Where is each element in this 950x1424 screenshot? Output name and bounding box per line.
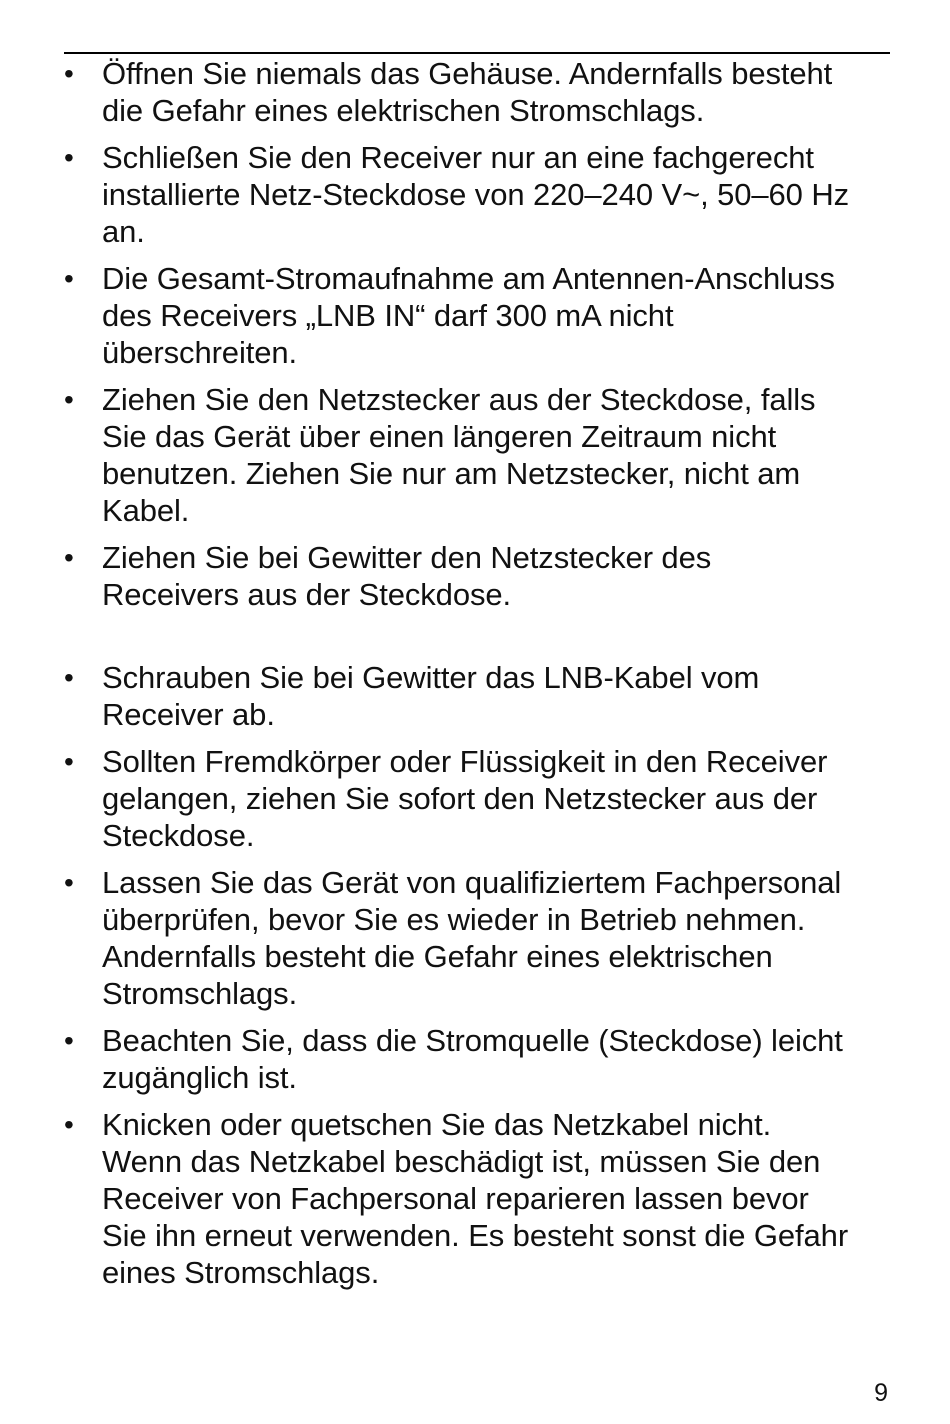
list-item-line: Receiver ab.	[102, 697, 275, 732]
list-item-line: an.	[102, 214, 145, 249]
bullet-icon: •	[64, 58, 74, 89]
list-item	[62, 539, 892, 613]
bullet-icon: •	[64, 1025, 74, 1056]
list-item-line: Kabel.	[102, 493, 190, 528]
list-item-line: die Gefahr eines elektrischen Stromschlags.	[102, 93, 705, 128]
bullet-icon: •	[64, 542, 74, 573]
list-item-line: Lassen Sie das Gerät von qualifiziertem Fachpersonal	[102, 865, 842, 900]
list-item-line: Wenn das Netzkabel beschädigt ist, müssen Sie den	[102, 1144, 821, 1179]
list-item	[62, 260, 892, 371]
list-item-line: benutzen. Ziehen Sie nur am Netzstecker, nicht am	[102, 456, 801, 491]
list-item	[62, 864, 892, 1012]
list-item	[62, 55, 892, 129]
page-number: 9	[874, 1379, 888, 1407]
list-item	[62, 743, 892, 854]
list-item-line: überprüfen, bevor Sie es wieder in Betrieb nehmen.	[102, 902, 806, 937]
list-item-line: Ziehen Sie bei Gewitter den Netzstecker des	[102, 540, 712, 575]
bullet-icon: •	[64, 384, 74, 415]
list-item-line: Stromschlags.	[102, 976, 298, 1011]
list-item-line: Receivers aus der Steckdose.	[102, 577, 512, 612]
list-item-line: gelangen, ziehen Sie sofort den Netzstecker aus der	[102, 781, 818, 816]
list-item	[62, 139, 892, 250]
bullet-icon: •	[64, 662, 74, 693]
list-item-line: Sie das Gerät über einen längeren Zeitraum nicht	[102, 419, 777, 454]
list-item	[62, 1106, 892, 1291]
safety-bullet-list	[62, 55, 892, 1301]
list-item-line: überschreiten.	[102, 335, 298, 370]
bullet-icon: •	[64, 1109, 74, 1140]
list-item-line: eines Stromschlags.	[102, 1255, 380, 1290]
list-item-line: Beachten Sie, dass die Stromquelle (Steckdose) leicht	[102, 1023, 843, 1058]
list-item-line: Schrauben Sie bei Gewitter das LNB-Kabel vom	[102, 660, 760, 695]
list-item-line: Die Gesamt-Stromaufnahme am Antennen-Anschluss	[102, 261, 835, 296]
bullet-icon: •	[64, 746, 74, 777]
list-item-line: Öffnen Sie niemals das Gehäuse. Andernfalls besteht	[102, 56, 833, 91]
header-rule	[64, 52, 890, 54]
list-item-line: Sie ihn erneut verwenden. Es besteht sonst die Gefahr	[102, 1218, 849, 1253]
list-item	[62, 381, 892, 529]
list-item-line: installierte Netz-Steckdose von 220–240 V~, 50–60 Hz	[102, 177, 850, 212]
list-item-line: des Receivers „LNB IN“ darf 300 mA nicht	[102, 298, 674, 333]
list-item-line: zugänglich ist.	[102, 1060, 297, 1095]
list-item-line: Andernfalls besteht die Gefahr eines elektrischen	[102, 939, 773, 974]
list-item-line: Sollten Fremdkörper oder Flüssigkeit in den Receiver	[102, 744, 828, 779]
list-item-line: Steckdose.	[102, 818, 255, 853]
list-item-line: Ziehen Sie den Netzstecker aus der Steckdose, falls	[102, 382, 816, 417]
bullet-icon: •	[64, 867, 74, 898]
list-item	[62, 659, 892, 733]
list-item-line: Schließen Sie den Receiver nur an eine fachgerecht	[102, 140, 814, 175]
list-item-line: Knicken oder quetschen Sie das Netzkabel nicht.	[102, 1107, 772, 1142]
bullet-icon: •	[64, 263, 74, 294]
list-item-line: Receiver von Fachpersonal reparieren lassen bevor	[102, 1181, 809, 1216]
list-item	[62, 1022, 892, 1096]
bullet-icon: •	[64, 142, 74, 173]
